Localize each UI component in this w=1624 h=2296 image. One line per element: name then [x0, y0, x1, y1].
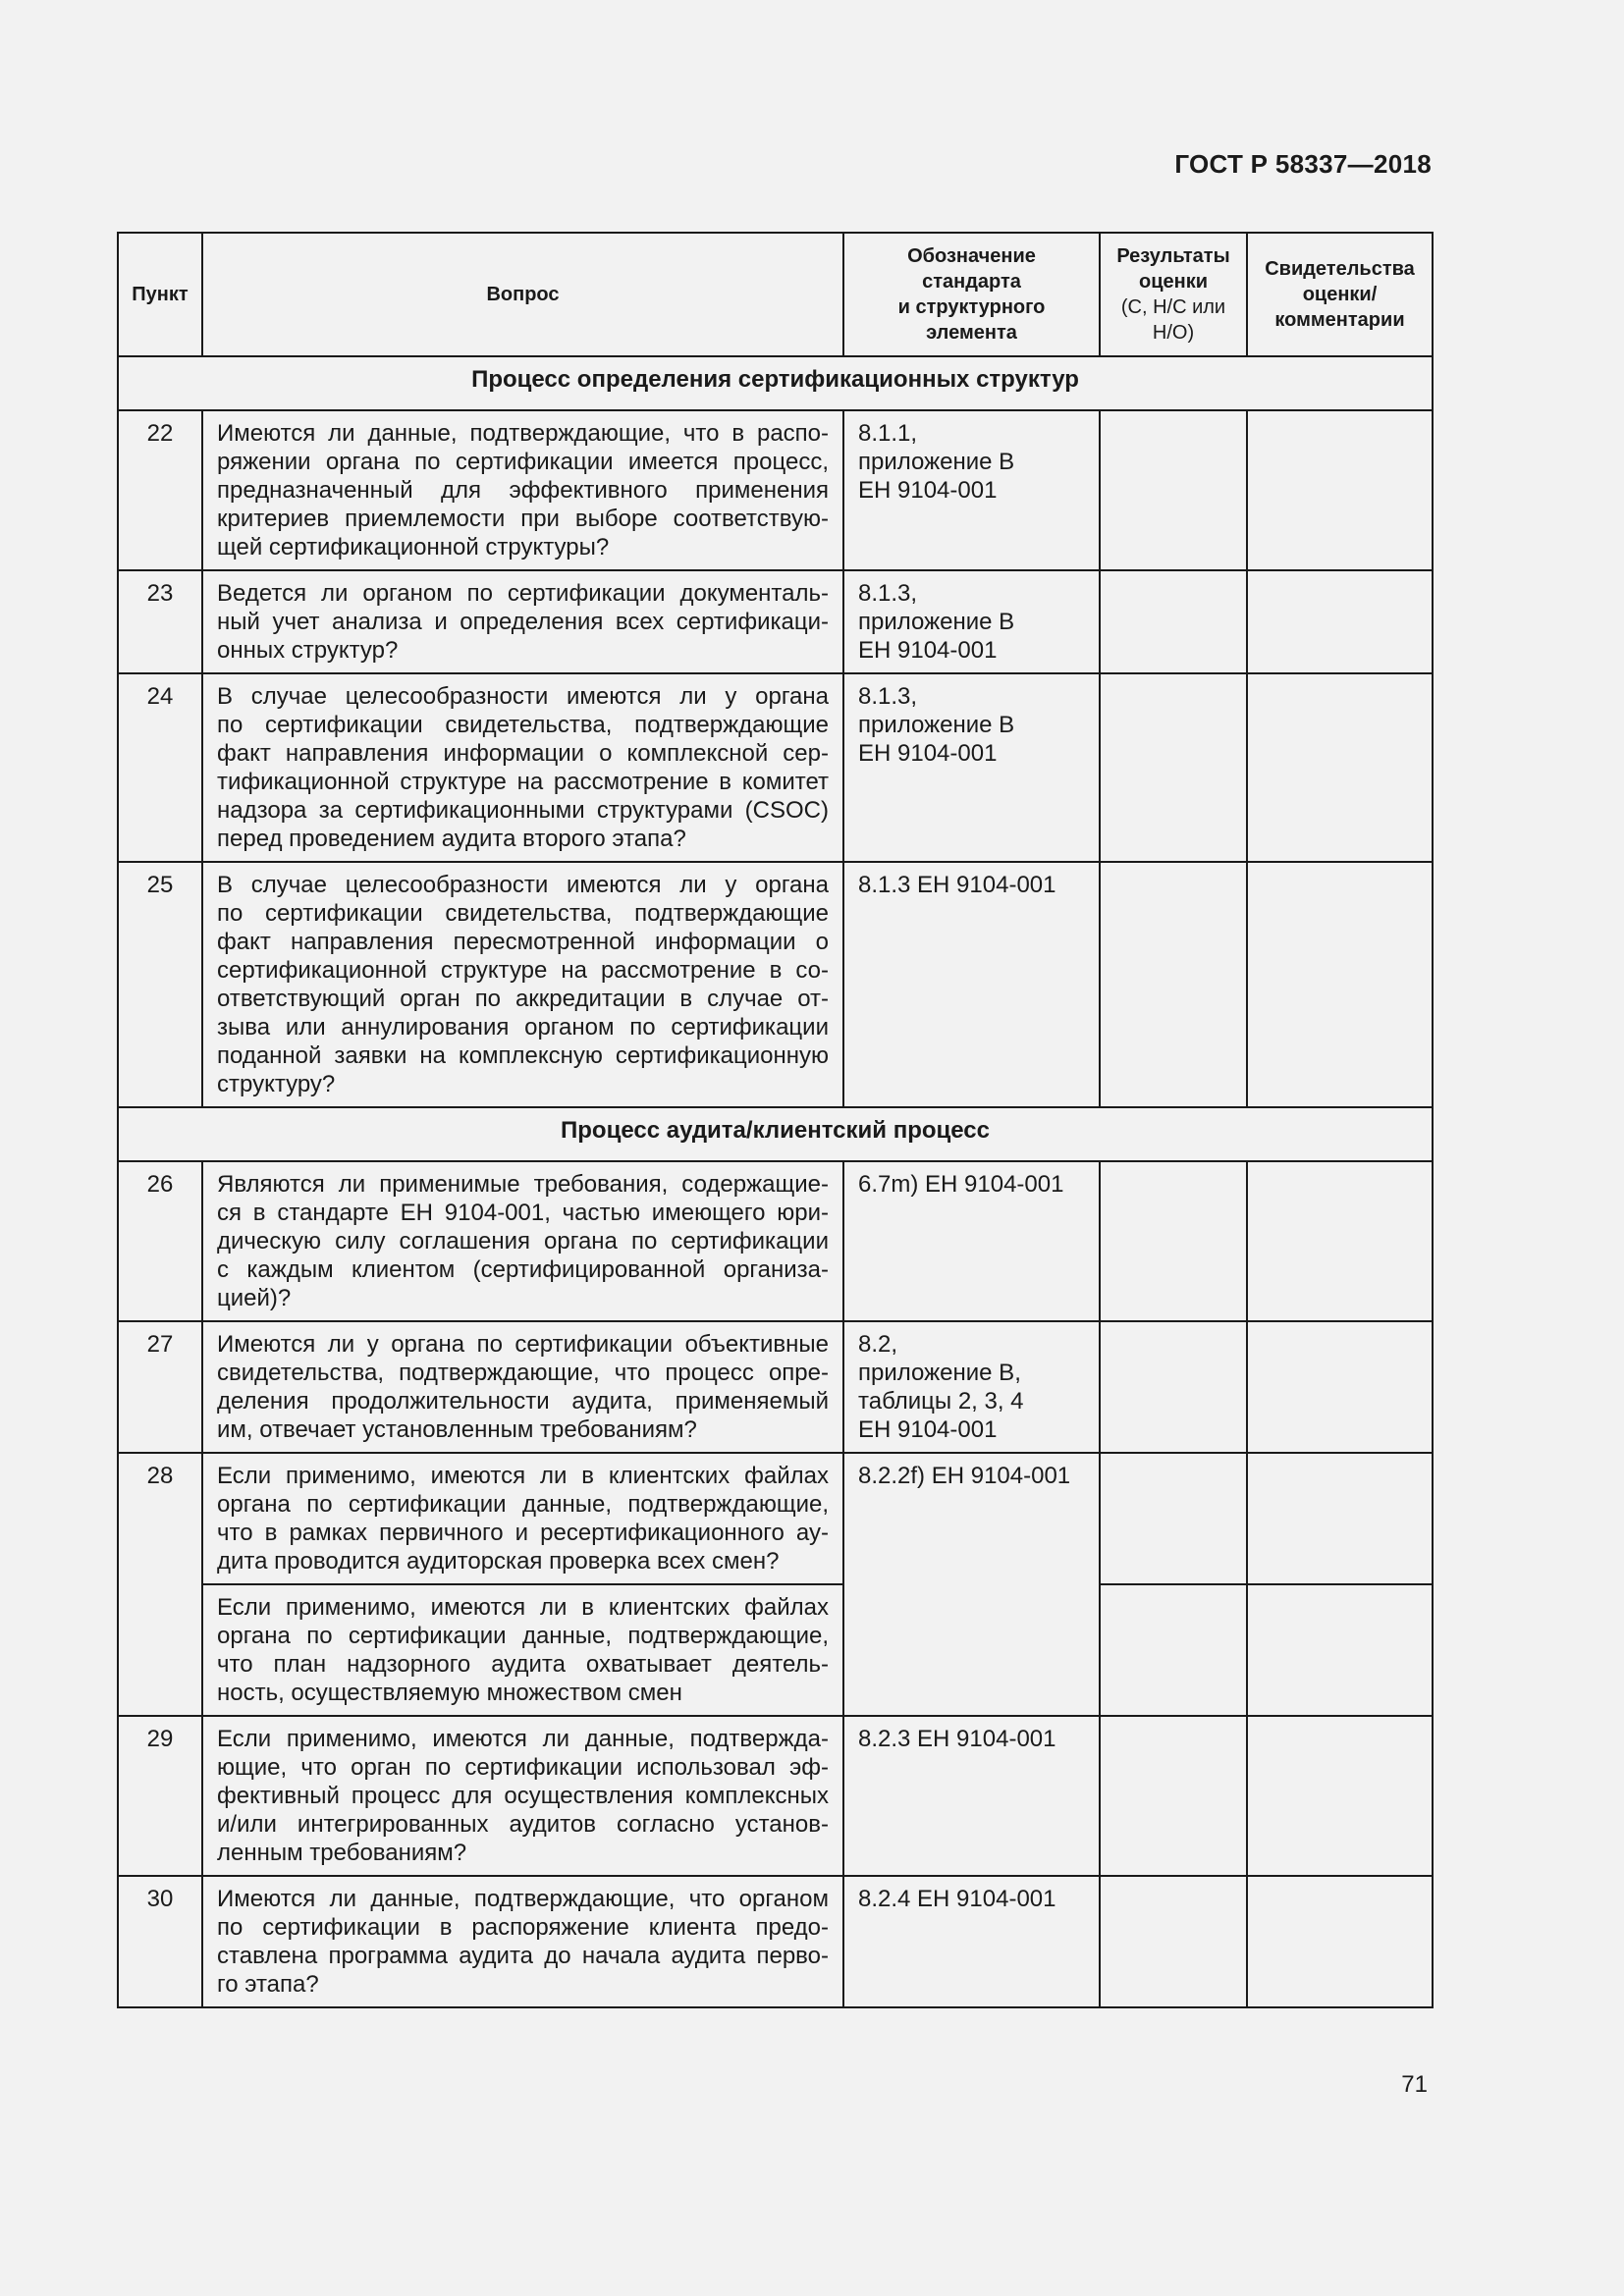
table-row	[118, 673, 1433, 862]
evidence-cell	[1247, 1453, 1433, 1584]
reference-line: 8.1.3,	[858, 683, 918, 710]
header-evidence	[1247, 233, 1433, 356]
section-row	[118, 356, 1433, 410]
question-line: факт направления информации о комплексной сер-	[217, 740, 829, 767]
reference-line: 8.2.3 ЕН 9104-001	[858, 1726, 1056, 1752]
header-standard-line: стандарта	[922, 271, 1021, 293]
page-number: 71	[1401, 2071, 1428, 2098]
result-cell	[1100, 673, 1247, 862]
question-line: им, отвечает установленным требованиям?	[217, 1416, 697, 1443]
header-standard-line: и структурного	[897, 296, 1046, 318]
question-text	[202, 570, 843, 673]
question-line: ставлена программа аудита до начала аудита перво-	[217, 1943, 829, 1969]
question-line: надзора за сертификационными структурами (CSOC)	[217, 797, 829, 824]
question-line: дическую силу соглашения органа по сертификации	[217, 1228, 829, 1255]
section-title: Процесс аудита/клиентский процесс	[118, 1107, 1433, 1161]
evidence-cell	[1247, 570, 1433, 673]
header-results-note: (С, Н/С или	[1120, 296, 1226, 318]
standard-reference	[843, 1876, 1100, 2007]
question-line: Если применимо, имеются ли данные, подтвержда-	[217, 1726, 829, 1752]
reference-line: ЕН 9104-001	[858, 477, 998, 504]
point-number: 26	[118, 1161, 202, 1321]
question-line: Ведется ли органом по сертификации документаль-	[217, 580, 829, 607]
question-line: органа по сертификации данные, подтверждающие,	[217, 1623, 829, 1649]
reference-line: 8.1.1,	[858, 420, 918, 447]
reference-line: 8.2.4 ЕН 9104-001	[858, 1886, 1056, 1912]
evidence-cell	[1247, 862, 1433, 1107]
question-line: факт направления пересмотренной информации о	[217, 929, 829, 955]
reference-line: 8.1.3 ЕН 9104-001	[858, 872, 1056, 898]
standard-reference	[843, 673, 1100, 862]
question-line: по сертификации в распоряжение клиента предо-	[217, 1914, 829, 1941]
question-line: цией)?	[217, 1285, 292, 1311]
question-line: и/или интегрированных аудитов согласно установ-	[217, 1811, 829, 1838]
question-line: зыва или аннулирования органом по сертификации	[217, 1014, 829, 1041]
result-cell	[1100, 1453, 1247, 1584]
question-line: Имеются ли данные, подтверждающие, что в распо-	[217, 420, 829, 447]
point-number: 30	[118, 1876, 202, 2007]
standard-reference	[843, 1321, 1100, 1453]
evidence-cell	[1247, 1161, 1433, 1321]
reference-line: 8.2,	[858, 1331, 898, 1358]
reference-line: 8.2.2f) ЕН 9104-001	[858, 1463, 1071, 1489]
evidence-cell	[1247, 1876, 1433, 2007]
question-line: В случае целесообразности имеются ли у органа	[217, 872, 829, 898]
result-cell	[1100, 1716, 1247, 1876]
table-row	[118, 410, 1433, 570]
question-line: В случае целесообразности имеются ли у органа	[217, 683, 829, 710]
header-standard	[843, 233, 1100, 356]
section-row	[118, 1107, 1433, 1161]
question-line: критериев приемлемости при выборе соответствую-	[217, 506, 829, 532]
checklist-table	[117, 232, 1434, 2008]
table-row	[118, 1876, 1433, 2007]
question-line: предназначенный для эффективного применения	[217, 477, 829, 504]
question-line: свидетельства, подтверждающие, что процесс опре-	[217, 1360, 829, 1386]
result-cell	[1100, 410, 1247, 570]
result-cell	[1100, 570, 1247, 673]
header-question: Вопрос	[202, 233, 843, 356]
result-cell	[1100, 1161, 1247, 1321]
standard-reference	[843, 862, 1100, 1107]
evidence-cell	[1247, 673, 1433, 862]
question-text	[202, 1161, 843, 1321]
question-text	[202, 410, 843, 570]
question-line: го этапа?	[217, 1971, 319, 1998]
table-row	[118, 1584, 1433, 1716]
standard-reference	[843, 1716, 1100, 1876]
header-results-line: оценки	[1138, 271, 1209, 293]
header-standard-line: элемента	[926, 322, 1017, 344]
evidence-cell	[1247, 1321, 1433, 1453]
point-number: 28	[118, 1453, 202, 1716]
question-text	[202, 673, 843, 862]
reference-line: таблицы 2, 3, 4	[858, 1388, 1024, 1415]
question-line: ность, осуществляемую множеством смен	[217, 1680, 682, 1706]
question-text	[202, 862, 843, 1107]
question-line: ряжении органа по сертификации имеется процесс,	[217, 449, 829, 475]
question-line: структуру?	[217, 1071, 336, 1097]
header-evidence-line: оценки/	[1302, 284, 1378, 305]
reference-line: приложение В	[858, 609, 1015, 635]
question-text	[202, 1321, 843, 1453]
table-row	[118, 1161, 1433, 1321]
point-number: 24	[118, 673, 202, 862]
question-line: ответствующий орган по аккредитации в случае от-	[217, 986, 829, 1012]
section-title: Процесс определения сертификационных структур	[118, 356, 1433, 410]
question-line: поданной заявки на комплексную сертификационную	[217, 1042, 829, 1069]
reference-line: приложение В	[858, 449, 1015, 475]
reference-line: приложение В,	[858, 1360, 1021, 1386]
reference-line: приложение В	[858, 712, 1015, 738]
question-line: по сертификации свидетельства, подтверждающие	[217, 712, 829, 738]
question-line: Имеются ли данные, подтверждающие, что органом	[217, 1886, 829, 1912]
question-line: Являются ли применимые требования, содержащие-	[217, 1171, 829, 1198]
standard-reference	[843, 1453, 1100, 1716]
standard-reference	[843, 1161, 1100, 1321]
point-number: 25	[118, 862, 202, 1107]
header-results-note: Н/О)	[1152, 322, 1195, 344]
document-code: ГОСТ Р 58337—2018	[1174, 149, 1432, 179]
header-standard-line: Обозначение	[907, 245, 1036, 267]
table-row	[118, 1453, 1433, 1584]
point-number: 22	[118, 410, 202, 570]
header-results	[1100, 233, 1247, 356]
question-line: дита проводится аудиторская проверка всех смен?	[217, 1548, 780, 1575]
question-line: перед проведением аудита второго этапа?	[217, 826, 686, 852]
question-line: Если применимо, имеются ли в клиентских файлах	[217, 1463, 829, 1489]
question-line: щей сертификационной структуры?	[217, 534, 610, 561]
question-line: сертификационной структуре на рассмотрение в со-	[217, 957, 829, 984]
point-number: 29	[118, 1716, 202, 1876]
question-line: с каждым клиентом (сертифицированной организа-	[217, 1256, 829, 1283]
question-line: тификационной структуре на рассмотрение в комитет	[217, 769, 829, 795]
header-point: Пункт	[118, 233, 202, 356]
question-text	[202, 1876, 843, 2007]
evidence-cell	[1247, 410, 1433, 570]
result-cell	[1100, 1584, 1247, 1716]
question-line: ющие, что орган по сертификации использовал эф-	[217, 1754, 829, 1781]
question-line: Имеются ли у органа по сертификации объективные	[217, 1331, 829, 1358]
reference-line: ЕН 9104-001	[858, 1416, 998, 1443]
question-line: ный учет анализа и определения всех сертификаци-	[217, 609, 829, 635]
header-evidence-line: комментарии	[1274, 309, 1405, 331]
table-row	[118, 862, 1433, 1107]
standard-reference	[843, 410, 1100, 570]
result-cell	[1100, 1321, 1247, 1453]
evidence-cell	[1247, 1584, 1433, 1716]
point-number: 23	[118, 570, 202, 673]
question-line: фективный процесс для осуществления комплексных	[217, 1783, 829, 1809]
reference-line: ЕН 9104-001	[858, 740, 998, 767]
question-text	[202, 1716, 843, 1876]
table-header	[118, 233, 1433, 356]
table-body	[118, 356, 1433, 2007]
question-line: по сертификации свидетельства, подтверждающие	[217, 900, 829, 927]
reference-line: ЕН 9104-001	[858, 637, 998, 664]
reference-line: 8.1.3,	[858, 580, 918, 607]
question-line: деления продолжительности аудита, применяемый	[217, 1388, 829, 1415]
question-line: что в рамках первичного и ресертификационного ау-	[217, 1520, 829, 1546]
question-line: органа по сертификации данные, подтверждающие,	[217, 1491, 829, 1518]
standard-reference	[843, 570, 1100, 673]
result-cell	[1100, 1876, 1247, 2007]
question-text	[202, 1453, 843, 1584]
question-line: ленным требованиям?	[217, 1840, 467, 1866]
result-cell	[1100, 862, 1247, 1107]
question-line: ся в стандарте ЕН 9104-001, частью имеющего юри-	[217, 1200, 829, 1226]
table-row	[118, 1321, 1433, 1453]
table-row	[118, 1716, 1433, 1876]
question-line: Если применимо, имеются ли в клиентских файлах	[217, 1594, 829, 1621]
header-results-line: Результаты	[1116, 245, 1230, 267]
table-row	[118, 570, 1433, 673]
point-number: 27	[118, 1321, 202, 1453]
question-line: онных структур?	[217, 637, 399, 664]
header-evidence-line: Свидетельства	[1265, 258, 1415, 280]
reference-line: 6.7m) ЕН 9104-001	[858, 1171, 1064, 1198]
question-line: что план надзорного аудита охватывает деятель-	[217, 1651, 829, 1678]
evidence-cell	[1247, 1716, 1433, 1876]
question-text	[202, 1584, 843, 1716]
